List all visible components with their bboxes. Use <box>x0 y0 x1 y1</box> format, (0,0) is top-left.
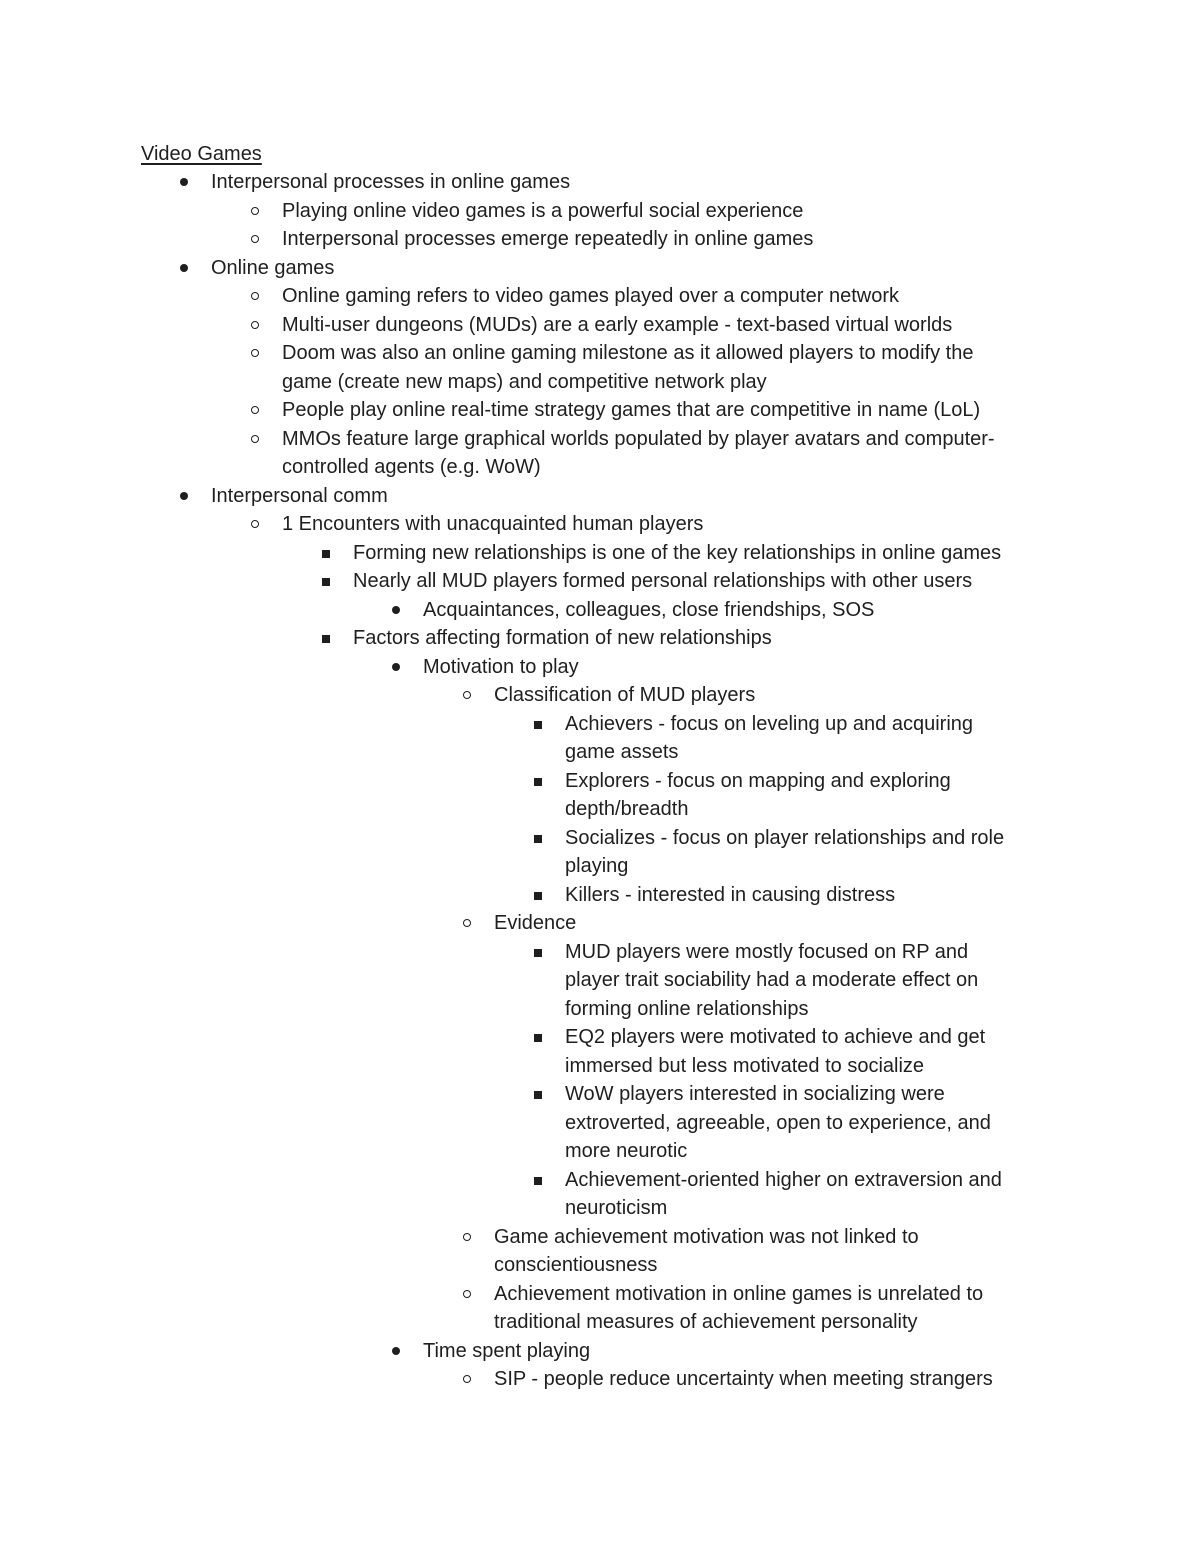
list-item <box>353 624 772 653</box>
list-item-text: People play online real-time strategy games that are competitive in name (LoL) <box>282 399 981 421</box>
list-item <box>211 254 334 283</box>
disc-bullet-icon <box>390 1337 404 1366</box>
list-item-text: Socializes - focus on player relationships and role <box>565 826 1005 849</box>
list-item-text: Achievement-oriented higher on extraversion and <box>565 1168 1002 1191</box>
square-bullet-icon <box>320 539 334 568</box>
list-item-text: Multi-user dungeons (MUDs) are a early example - text-based virtual worlds <box>282 313 953 336</box>
document-title: Video Games <box>141 143 262 165</box>
list-item-text: EQ2 players were motivated to achieve and get <box>565 1026 986 1048</box>
square-bullet-icon <box>320 624 334 653</box>
circle-bullet-icon <box>249 197 263 226</box>
circle-bullet-icon <box>249 311 263 340</box>
circle-bullet-icon <box>249 396 263 425</box>
list-item-text: game assets <box>565 741 679 763</box>
square-bullet-icon <box>532 710 546 739</box>
list-item-text: Nearly all MUD players formed personal relationships with other users <box>353 570 973 592</box>
square-bullet-icon <box>532 1080 546 1109</box>
square-bullet-icon <box>532 1166 546 1195</box>
list-item-text: Time spent playing <box>423 1339 591 1362</box>
list-item-text: Playing online video games is a powerful social experience <box>282 199 804 222</box>
list-item <box>282 339 973 396</box>
circle-bullet-icon <box>249 425 263 454</box>
circle-bullet-icon <box>461 1223 475 1252</box>
list-item-text: conscientiousness <box>494 1254 658 1276</box>
list-item-text: Evidence <box>494 912 577 934</box>
list-item-text: Acquaintances, colleagues, close friendships, SOS <box>423 598 875 621</box>
list-item <box>565 710 973 767</box>
square-bullet-icon <box>532 824 546 853</box>
list-item <box>282 425 995 482</box>
list-item <box>282 197 803 226</box>
list-item <box>494 909 576 938</box>
square-bullet-icon <box>532 1023 546 1052</box>
list-item-text: neuroticism <box>565 1197 668 1219</box>
list-item <box>282 396 980 425</box>
list-item-text: Classification of MUD players <box>494 684 756 706</box>
list-item-text: WoW players interested in socializing were <box>565 1083 945 1105</box>
list-item <box>494 1365 993 1394</box>
list-item <box>565 938 978 1024</box>
list-item-text: Achievement motivation in online games is unrelated to <box>494 1282 984 1305</box>
list-item-text: Factors affecting formation of new relationships <box>353 627 772 649</box>
list-item-text: game (create new maps) and competitive network play <box>282 370 767 393</box>
list-item <box>282 225 813 254</box>
list-item <box>282 282 899 311</box>
list-item <box>353 567 972 596</box>
square-bullet-icon <box>320 567 334 596</box>
list-item <box>565 1166 1002 1223</box>
list-item-text: MMOs feature large graphical worlds populated by player avatars and computer- <box>282 427 995 450</box>
list-item-text: controlled agents (e.g. WoW) <box>282 456 541 478</box>
list-item-text: Explorers - focus on mapping and exploring <box>565 769 951 792</box>
list-item <box>282 311 952 340</box>
list-item-text: Interpersonal comm <box>211 484 388 507</box>
list-item <box>565 1023 985 1080</box>
disc-bullet-icon <box>390 653 404 682</box>
square-bullet-icon <box>532 938 546 967</box>
square-bullet-icon <box>532 881 546 910</box>
circle-bullet-icon <box>461 1365 475 1394</box>
list-item <box>565 1080 991 1166</box>
circle-bullet-icon <box>461 681 475 710</box>
list-item-text: SIP - people reduce uncertainty when meeting strangers <box>494 1368 993 1390</box>
list-item <box>494 1223 919 1280</box>
disc-bullet-icon <box>178 254 192 283</box>
list-item <box>494 1280 983 1337</box>
circle-bullet-icon <box>249 339 263 368</box>
list-item-text: Interpersonal processes in online games <box>211 171 571 193</box>
disc-bullet-icon <box>178 482 192 511</box>
list-item-text: player trait sociability had a moderate effect on <box>565 969 979 991</box>
list-item-text: immersed but less motivated to socialize <box>565 1054 925 1077</box>
list-item-text: forming online relationships <box>565 997 809 1020</box>
list-item-text: Game achievement motivation was not linked to <box>494 1225 919 1248</box>
disc-bullet-icon <box>178 168 192 197</box>
list-item <box>565 767 951 824</box>
square-bullet-icon <box>532 767 546 796</box>
list-item <box>423 653 579 682</box>
circle-bullet-icon <box>249 282 263 311</box>
list-item-text: Forming new relationships is one of the key relationships in online games <box>353 541 1002 564</box>
list-item <box>565 881 895 910</box>
circle-bullet-icon <box>461 1280 475 1309</box>
circle-bullet-icon <box>461 909 475 938</box>
list-item-text: Motivation to play <box>423 655 579 678</box>
list-item-text: Achievers - focus on leveling up and acquiring <box>565 712 974 735</box>
list-item-text: Online games <box>211 256 335 279</box>
disc-bullet-icon <box>390 596 404 625</box>
list-item-text: Online gaming refers to video games played over a computer network <box>282 285 899 307</box>
list-item <box>423 1337 590 1366</box>
list-item-text: Interpersonal processes emerge repeatedly in online games <box>282 228 814 250</box>
list-item-text: traditional measures of achievement personality <box>494 1311 918 1333</box>
list-item-text: depth/breadth <box>565 798 689 820</box>
list-item <box>353 539 1001 568</box>
list-item-text: extroverted, agreeable, open to experience, and <box>565 1111 991 1134</box>
circle-bullet-icon <box>249 510 263 539</box>
list-item-text: playing <box>565 855 629 877</box>
list-item <box>494 681 755 710</box>
list-item <box>211 168 570 197</box>
list-item-text: 1 Encounters with unacquainted human players <box>282 513 704 535</box>
list-item-text: more neurotic <box>565 1140 688 1162</box>
list-item <box>211 482 388 511</box>
list-item-text: Killers - interested in causing distress <box>565 883 896 906</box>
list-item <box>282 510 703 539</box>
list-item-text: MUD players were mostly focused on RP and <box>565 940 969 963</box>
list-item-text: Doom was also an online gaming milestone as it allowed players to modify the <box>282 342 974 364</box>
list-item <box>423 596 874 625</box>
list-item <box>565 824 1004 881</box>
circle-bullet-icon <box>249 225 263 254</box>
